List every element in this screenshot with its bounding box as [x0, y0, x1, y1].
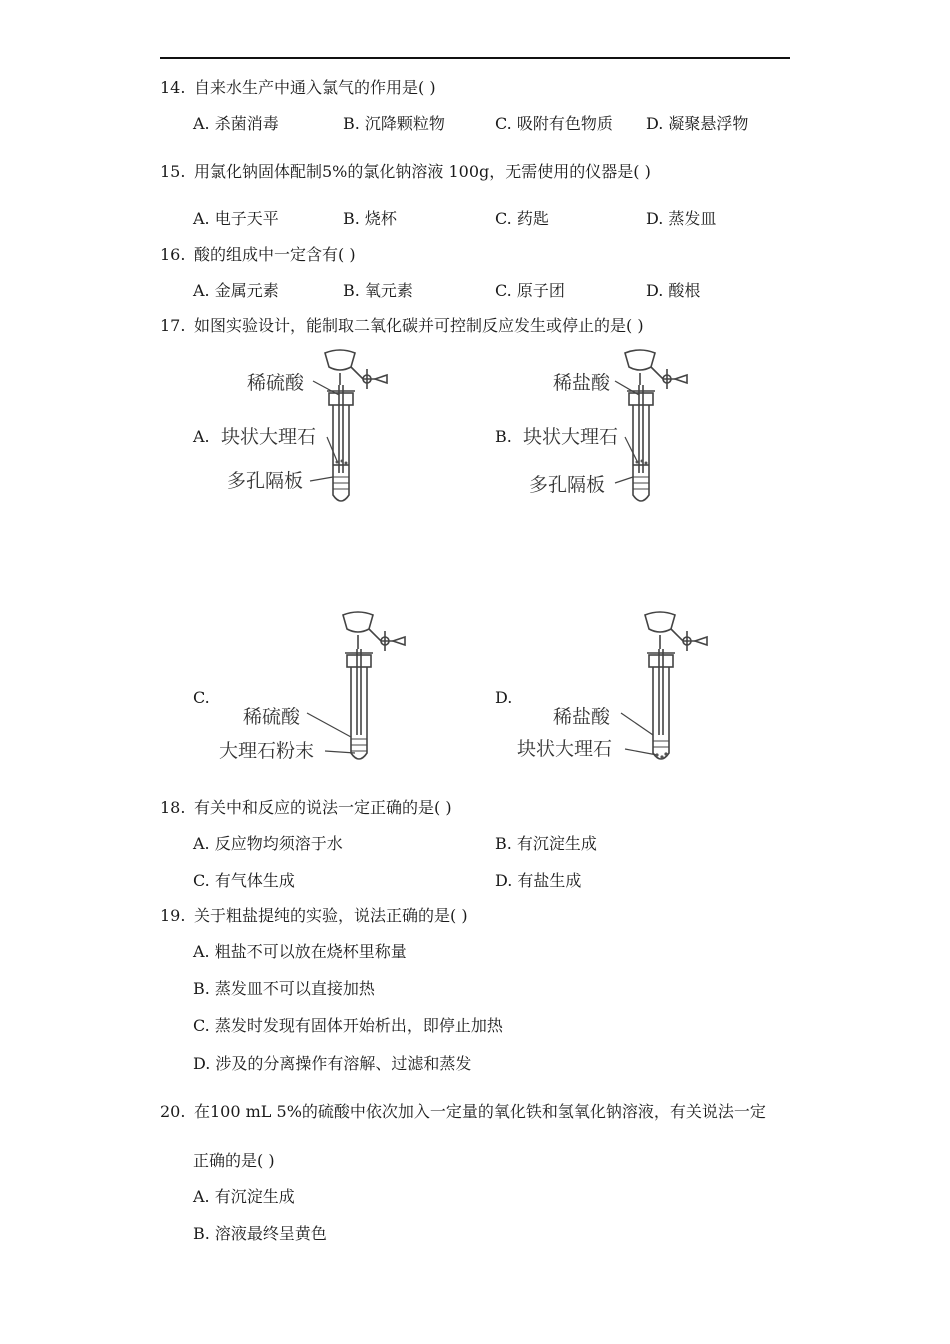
- question-17: [160, 316, 644, 336]
- option-b[interactable]: B. 溶液最终呈黄色: [193, 1224, 327, 1243]
- option-b[interactable]: B. 蒸发皿不可以直接加热: [193, 979, 375, 998]
- option-d[interactable]: D. 酸根: [646, 281, 701, 300]
- option-d[interactable]: D. 蒸发皿: [646, 209, 717, 228]
- question-number: 20.: [160, 1102, 186, 1121]
- question-number: 15.: [160, 162, 186, 181]
- porous-plate-label: 多孔隔板: [227, 470, 304, 492]
- question-16: [160, 245, 356, 265]
- option-d[interactable]: D. 凝聚悬浮物: [646, 114, 749, 133]
- option-a[interactable]: A. 反应物均须溶于水: [193, 834, 343, 853]
- option-b[interactable]: B. 有沉淀生成: [495, 834, 597, 853]
- solid-label: 块状大理石: [523, 426, 619, 448]
- apparatus-diagram-a: [215, 345, 405, 515]
- apparatus-diagram-d: [515, 605, 715, 775]
- option-d[interactable]: D. 有盐生成: [495, 871, 582, 890]
- question-20: [160, 1102, 766, 1122]
- option-c[interactable]: C. 有气体生成: [193, 871, 295, 890]
- option-b[interactable]: B.: [495, 427, 512, 446]
- question-number: 17.: [160, 316, 186, 335]
- option-d[interactable]: D.: [495, 688, 513, 707]
- question-number: 16.: [160, 245, 186, 264]
- question-number: 19.: [160, 906, 186, 925]
- question-stem: 酸的组成中一定含有( ): [194, 245, 356, 264]
- option-a[interactable]: A. 金属元素: [193, 281, 279, 300]
- option-d[interactable]: D. 涉及的分离操作有溶解、过滤和蒸发: [193, 1054, 472, 1073]
- option-a[interactable]: A.: [193, 427, 210, 446]
- option-c[interactable]: C.: [193, 688, 210, 707]
- solid-label: 块状大理石: [517, 738, 613, 760]
- option-c[interactable]: C. 蒸发时发现有固体开始析出，即停止加热: [193, 1016, 503, 1035]
- question-number: 18.: [160, 798, 186, 817]
- option-b[interactable]: B. 氧元素: [343, 281, 413, 300]
- question-stem: 有关中和反应的说法一定正确的是( ): [194, 798, 452, 817]
- option-b[interactable]: B. 烧杯: [343, 209, 397, 228]
- option-c[interactable]: C. 吸附有色物质: [495, 114, 613, 133]
- question-15: [160, 162, 651, 182]
- option-b[interactable]: B. 沉降颗粒物: [343, 114, 445, 133]
- acid-label: 稀硫酸: [243, 706, 301, 728]
- option-c[interactable]: C. 药匙: [495, 209, 549, 228]
- acid-label: 稀盐酸: [553, 706, 611, 728]
- question-stem-continued: 正确的是( ): [193, 1151, 275, 1170]
- acid-label: 稀硫酸: [247, 372, 305, 394]
- question-stem: 用氯化钠固体配制5%的氯化钠溶液 100g，无需使用的仪器是( ): [194, 162, 651, 181]
- solid-label: 块状大理石: [221, 426, 317, 448]
- question-18: [160, 798, 452, 818]
- apparatus-diagram-b: [515, 345, 705, 515]
- option-a[interactable]: A. 电子天平: [193, 209, 279, 228]
- apparatus-diagram-c: [215, 605, 415, 775]
- question-number: 14.: [160, 78, 186, 97]
- question-stem: 在100 mL 5%的硫酸中依次加入一定量的氧化铁和氢氧化钠溶液，有关说法一定: [194, 1102, 766, 1121]
- question-19: [160, 906, 468, 926]
- header-rule: [160, 57, 790, 59]
- acid-label: 稀盐酸: [553, 372, 611, 394]
- question-stem: 如图实验设计，能制取二氧化碳并可控制反应发生或停止的是( ): [194, 316, 644, 335]
- option-c[interactable]: C. 原子团: [495, 281, 565, 300]
- question-14: [160, 78, 436, 98]
- porous-plate-label: 多孔隔板: [529, 474, 606, 496]
- option-a[interactable]: A. 粗盐不可以放在烧杯里称量: [193, 942, 407, 961]
- solid-label: 大理石粉末: [219, 740, 315, 762]
- question-stem: 关于粗盐提纯的实验，说法正确的是( ): [194, 906, 468, 925]
- question-stem: 自来水生产中通入氯气的作用是( ): [194, 78, 436, 97]
- option-a[interactable]: A. 有沉淀生成: [193, 1187, 295, 1206]
- option-a[interactable]: A. 杀菌消毒: [193, 114, 279, 133]
